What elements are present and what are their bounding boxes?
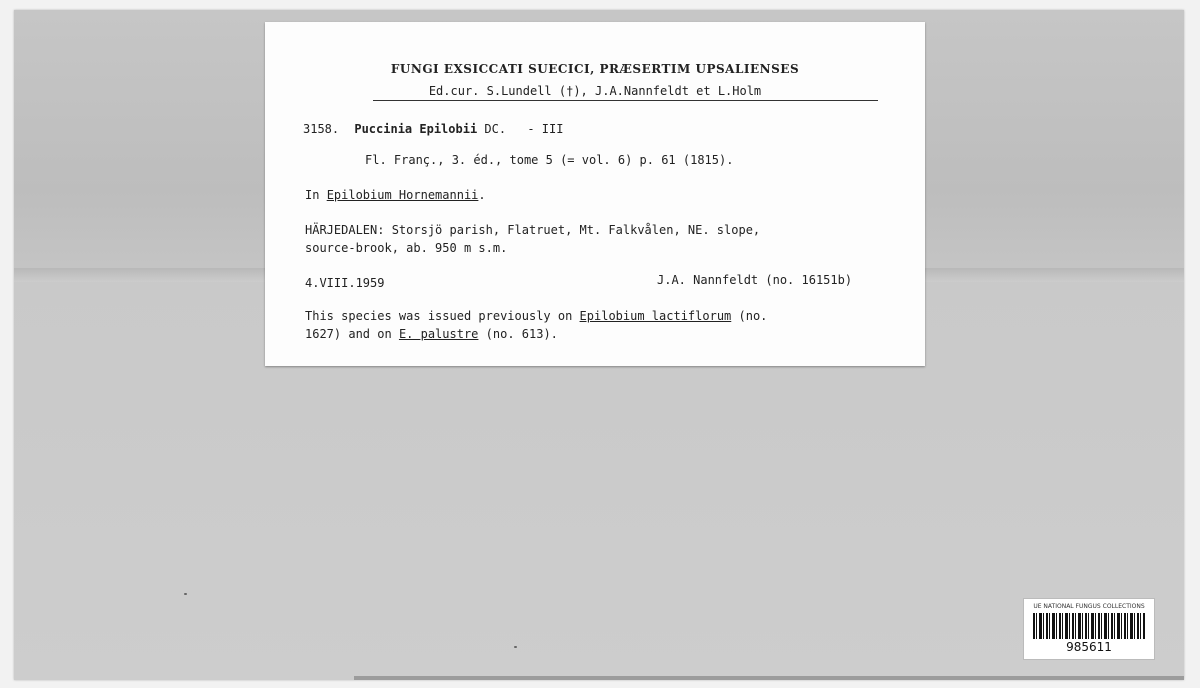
speck — [184, 593, 187, 595]
host-line — [305, 188, 486, 202]
locality-line-1: HÄRJEDALEN: Storsjö parish, Flatruet, Mt. Falkvålen, NE. slope, — [305, 223, 761, 237]
series-title: FUNGI EXSICCATI SUECICI, PRÆSERTIM UPSALIENSES — [390, 62, 800, 76]
barcode-number: 985611 — [1066, 640, 1112, 654]
note-text: 1627) and on — [305, 327, 392, 341]
packet-edge — [354, 676, 1184, 680]
taxon-line — [303, 122, 563, 136]
citation: Fl. Franç., 3. éd., tome 5 (= vol. 6) p. 61 (1815). — [365, 153, 734, 167]
note-host: Epilobium lactiflorum — [579, 309, 732, 323]
host-name: Epilobium Hornemannii — [326, 188, 479, 202]
speck — [514, 646, 517, 648]
spore-stage: - III — [527, 122, 564, 136]
exsiccata-number: 3158. — [303, 122, 340, 136]
taxon-name: Puccinia Epilobii — [354, 122, 478, 136]
specimen-label — [265, 22, 925, 366]
editors-line: Ed.cur. S.Lundell (†), J.A.Nannfeldt et L.Holm — [428, 84, 762, 98]
taxon-author: DC. — [484, 122, 507, 136]
barcode-label — [1023, 598, 1155, 660]
note-line-1 — [305, 309, 767, 323]
collection-date: 4.VIII.1959 — [305, 276, 385, 290]
barcode-icon — [1033, 613, 1145, 639]
barcode-institution: UE NATIONAL FUNGUS COLLECTIONS — [1033, 603, 1145, 610]
note-text: This species was issued previously on — [305, 309, 573, 323]
host-prefix: In — [305, 188, 320, 202]
note-text: (no. — [738, 309, 768, 323]
host-suffix: . — [478, 188, 486, 202]
header-rule — [373, 100, 878, 101]
locality-line-2: source-brook, ab. 950 m s.m. — [305, 241, 508, 255]
note-line-2 — [305, 327, 558, 341]
collector: J.A. Nannfeldt (no. 16151b) — [657, 273, 853, 287]
note-text: (no. 613). — [485, 327, 558, 341]
note-host: E. palustre — [398, 327, 479, 341]
